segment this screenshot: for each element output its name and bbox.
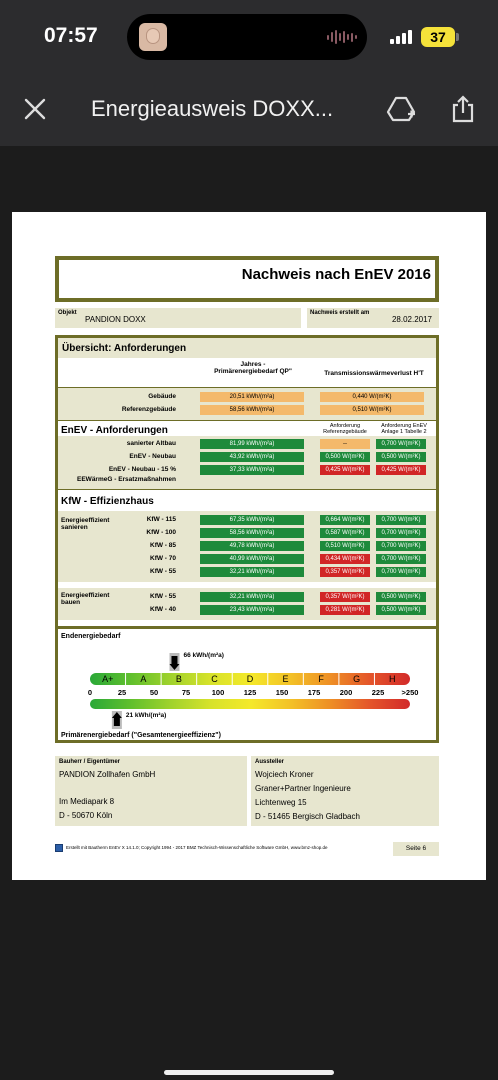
erstellt-field	[307, 308, 439, 328]
bauen-label: Energieeffizient bauen	[61, 592, 110, 606]
objekt-field	[55, 308, 301, 328]
tick-label: 25	[117, 688, 127, 697]
gradient-bar	[90, 699, 410, 709]
bauen-rows	[58, 591, 436, 617]
row-label: EnEV - Neubau - 15 %	[108, 466, 176, 473]
pdf-viewer[interactable]	[0, 146, 498, 1080]
kfw-section-title: KfW - Effizienzhaus	[58, 489, 436, 511]
qp-cell: 32,21 kWh/(m²a)	[200, 592, 304, 602]
class-label: G	[353, 674, 361, 684]
objekt-label: Objekt	[58, 310, 77, 316]
credit-line	[55, 842, 439, 856]
row-label: KfW - 115	[146, 516, 176, 523]
page-title: Nachweis nach EnEV 2016	[241, 266, 431, 283]
battery-icon: 37	[421, 27, 455, 47]
ht-header: Transmissionswärmeverlust H'T	[324, 370, 424, 377]
credit-text: Erstellt mit Bautherm EnEV X 14.1.0; Copyright 1994 - 2017 BMZ Technisch-Wissenschaftliche Software GmbH, www.bmz-shop.de	[66, 845, 328, 850]
req-a-cell: --	[320, 439, 370, 449]
kfw-bauen-block	[58, 588, 436, 620]
req-b-cell: 0,700 W/(m²K)	[376, 515, 426, 525]
table-row	[58, 566, 436, 579]
req-b-cell: 0,700 W/(m²K)	[376, 528, 426, 538]
row-sublabel: EEWärmeG - Ersatzmaßnahmen	[77, 476, 176, 483]
tick-label: 175	[307, 688, 321, 697]
bauherr-box: Bauherr / Eigentümer PANDION Zollhafen GmbH Im Mediapark 8 D - 50670 Köln	[55, 756, 247, 826]
enev-rows	[58, 436, 436, 489]
share-icon[interactable]	[448, 94, 478, 124]
req-a-cell: 0,510 W/(m²K)	[320, 541, 370, 551]
pdf-page	[12, 212, 486, 880]
req-b-cell: 0,700 W/(m²K)	[376, 439, 426, 449]
clock: 07:57	[44, 24, 98, 47]
tick-label: 225	[371, 688, 385, 697]
prim-value: 21 kWh/(m²a)	[125, 712, 167, 719]
req-b-cell: 0,425 W/(m²K)	[376, 465, 426, 475]
req-a-cell: 0,357 W/(m²K)	[320, 567, 370, 577]
qp-cell: 43,92 kWh/(m²a)	[200, 452, 304, 462]
add-to-drive-icon[interactable]	[386, 94, 416, 124]
signal-icon	[390, 30, 412, 44]
qp-header: Jahres - Primärenergiebedarf QP"	[214, 361, 292, 375]
end-label: Endenergiebedarf	[61, 633, 121, 640]
table-row	[58, 514, 436, 527]
qp-cell: 58,56 kWh/(m²a)	[200, 528, 304, 538]
column-headers	[58, 358, 436, 388]
row-label: EnEV - Neubau	[129, 453, 176, 460]
battery-tip	[456, 33, 459, 41]
page-number: Seite 6	[393, 842, 439, 856]
sanieren-label: Energieeffizient sanieren	[61, 517, 110, 531]
class-label: A+	[102, 674, 114, 684]
prim-label: Primärenergiebedarf ("Gesamtenergieeffizienz")	[61, 732, 221, 739]
gebaeude-row: Gebäude 20,51 kWh/(m²a) 0,440 W/(m²K)	[58, 391, 436, 404]
row-label: KfW - 100	[146, 529, 176, 536]
end-value: 66 kWh/(m²a)	[183, 652, 224, 659]
req-a-cell: 0,664 W/(m²K)	[320, 515, 370, 525]
table-row	[58, 438, 436, 451]
row-label: KfW - 55	[150, 568, 176, 575]
tick-label: 150	[275, 688, 289, 697]
qp-cell: 81,99 kWh/(m²a)	[200, 439, 304, 449]
status-bar	[0, 0, 498, 78]
dynamic-island[interactable]	[127, 14, 367, 60]
qp-cell: 32,21 kWh/(m²a)	[200, 567, 304, 577]
class-label: H	[388, 674, 396, 684]
document-title: Energieausweis DOXX...	[91, 96, 334, 121]
tick-label: >250	[401, 688, 419, 697]
kfw-sanieren-block	[58, 511, 436, 582]
tick-label: 100	[211, 688, 225, 697]
audio-wave-icon	[327, 30, 357, 44]
req-b-cell: 0,500 W/(m²K)	[376, 452, 426, 462]
enev-section-title: EnEV - Anforderungen	[61, 425, 168, 436]
req-a-cell: 0,587 W/(m²K)	[320, 528, 370, 538]
tick-label: 125	[243, 688, 257, 697]
table-row	[58, 451, 436, 464]
sanieren-rows	[58, 514, 436, 579]
req-b-cell: 0,700 W/(m²K)	[376, 541, 426, 551]
req-b-cell: 0,700 W/(m²K)	[376, 567, 426, 577]
table-row-sub	[58, 477, 436, 486]
qp-cell: 23,43 kWh/(m²a)	[200, 605, 304, 615]
aussteller-box: Aussteller Wojciech Kroner Graner+Partner Ingenieure Lichtenweg 15 D - 51465 Bergisch Gladbach	[251, 756, 439, 826]
class-label: F	[318, 674, 324, 684]
table-row	[58, 553, 436, 566]
objekt-value: PANDION DOXX	[85, 315, 146, 324]
tick-label: 0	[87, 688, 93, 697]
viewer-toolbar	[0, 78, 498, 146]
class-label: B	[175, 674, 182, 684]
title-box	[55, 256, 439, 302]
req-a-cell: 0,500 W/(m²K)	[320, 452, 370, 462]
avatar	[139, 23, 167, 51]
req-b-cell: 0,700 W/(m²K)	[376, 554, 426, 564]
row-label: sanierter Altbau	[126, 440, 176, 447]
row-label: KfW - 40	[150, 606, 176, 613]
erstellt-value: 28.02.2017	[391, 315, 432, 324]
enev-header: EnEV - Anforderungen Anforderung Referenzgebäude Anforderung EnEV Anlage 1 Tabelle 2	[58, 420, 436, 436]
erstellt-label: Nachweis erstellt am	[310, 310, 370, 316]
tick-label: 75	[181, 688, 191, 697]
tick-label: 200	[339, 688, 353, 697]
referenz-row: Referenzgebäude 58,56 kWh/(m²a) 0,510 W/(m²K)	[58, 404, 436, 417]
row-label: KfW - 85	[150, 542, 176, 549]
class-label: A	[140, 674, 147, 684]
req-a-cell: 0,434 W/(m²K)	[320, 554, 370, 564]
home-indicator[interactable]	[164, 1070, 334, 1075]
row-label: KfW - 70	[150, 555, 176, 562]
class-label: E	[282, 674, 289, 684]
req-a-cell: 0,357 W/(m²K)	[320, 592, 370, 602]
overview-box	[55, 335, 439, 743]
req-b-cell: 0,500 W/(m²K)	[376, 605, 426, 615]
table-row	[58, 591, 436, 604]
qp-cell: 37,33 kWh/(m²a)	[200, 465, 304, 475]
class-label: C	[211, 674, 218, 684]
qp-cell: 49,78 kWh/(m²a)	[200, 541, 304, 551]
req-a-cell: 0,281 W/(m²K)	[320, 605, 370, 615]
table-row	[58, 527, 436, 540]
req-b-cell: 0,500 W/(m²K)	[376, 592, 426, 602]
table-row	[58, 540, 436, 553]
class-label: D	[246, 674, 254, 684]
tick-label: 50	[149, 688, 159, 697]
energy-scale-box	[58, 626, 436, 740]
req-a-cell: 0,425 W/(m²K)	[320, 465, 370, 475]
qp-cell: 67,35 kWh/(m²a)	[200, 515, 304, 525]
energy-scale	[58, 629, 436, 743]
qp-cell: 40,99 kWh/(m²a)	[200, 554, 304, 564]
building-values	[58, 388, 436, 420]
overview-title: Übersicht: Anforderungen	[58, 338, 436, 358]
bautherm-logo-icon	[55, 844, 63, 852]
row-label: KfW - 55	[150, 593, 176, 600]
table-row	[58, 604, 436, 617]
close-icon[interactable]	[22, 96, 48, 122]
